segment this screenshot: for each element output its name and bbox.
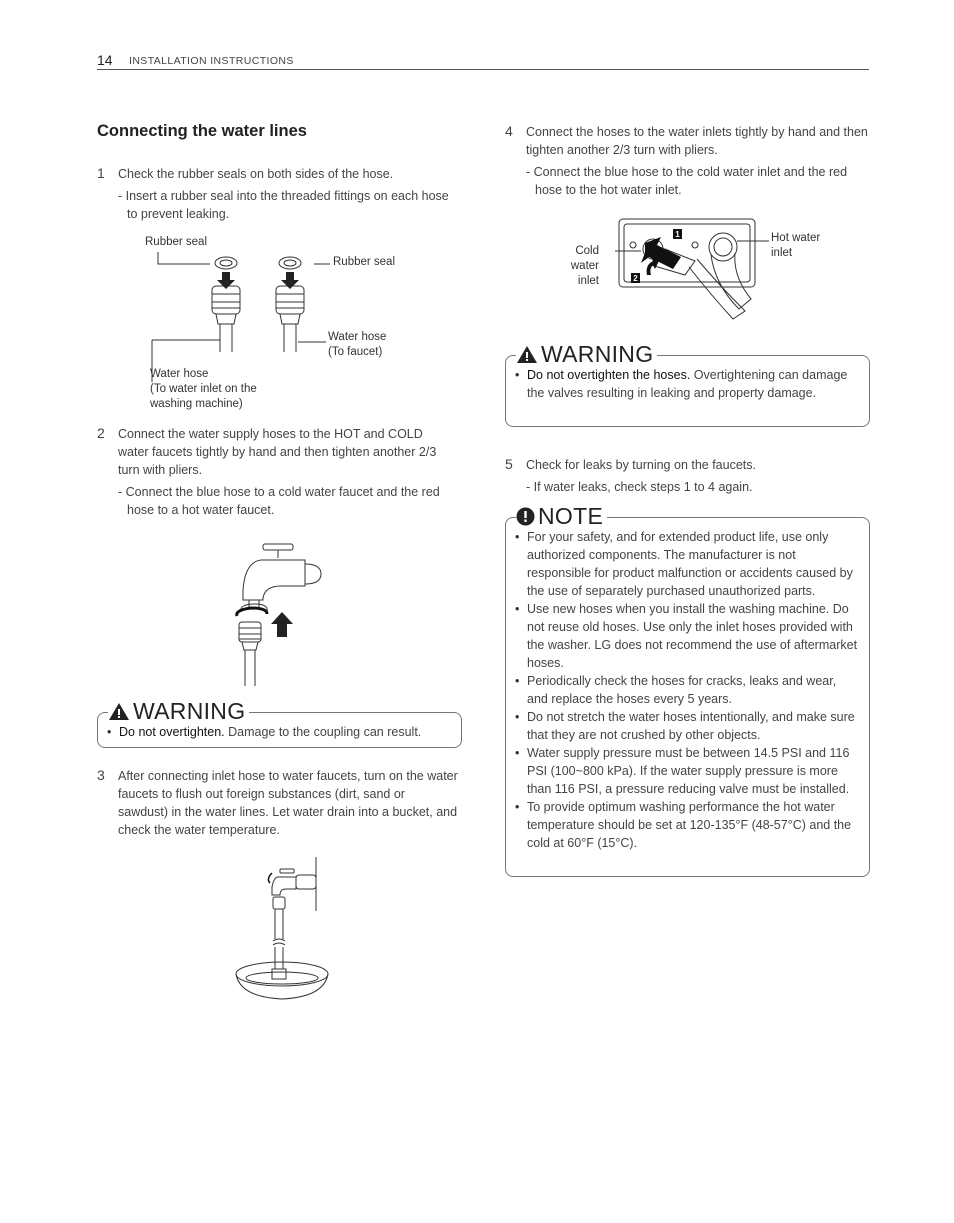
marker-2: 2 <box>633 274 638 283</box>
warning-icon <box>108 702 130 721</box>
page-number: 14 <box>97 52 113 68</box>
step-text: Check the rubber seals on both sides of the hose. <box>118 167 394 181</box>
step-subtext: - Connect the blue hose to a cold water faucet and the red hose to a hot water faucet. <box>118 485 440 517</box>
label-hot-inlet: Hot water inlet <box>771 232 821 259</box>
step-number: 3 <box>97 767 105 783</box>
warning-icon <box>516 345 538 364</box>
warning-box-2 <box>505 340 870 427</box>
marker-1: 1 <box>675 230 680 239</box>
step-number: 5 <box>505 456 513 472</box>
note-caption: NOTE <box>516 503 607 529</box>
step-text: After connecting inlet hose to water faucets, turn on the water faucets to flush out foreign substances (dirt, sand or sawdust) in the water lines. Let water drain into a bucket, and check the water temperature. <box>118 769 458 837</box>
label-hose-machine: Water hose (To water inlet on the washing machine) <box>150 368 257 410</box>
step-number: 2 <box>97 425 105 441</box>
header-title: INSTALLATION INSTRUCTIONS <box>129 55 294 67</box>
note-box <box>505 502 870 877</box>
section-title: Connecting the water lines <box>97 122 307 140</box>
step-text: Check for leaks by turning on the faucets. <box>526 458 756 472</box>
water-inlet-illustration <box>615 215 775 325</box>
note-list <box>515 528 860 852</box>
warning-caption: WARNING <box>516 341 657 367</box>
page-header <box>97 52 869 70</box>
note-item: • Do not stretch the water hoses intentionally, and make sure that they are not crushed by other objects. <box>515 708 860 744</box>
step-number: 1 <box>97 165 105 181</box>
faucet-illustration <box>225 538 335 688</box>
step-text: Connect the hoses to the water inlets tightly by hand and then tighten another 2/3 turn with pliers. <box>526 125 868 157</box>
step-subtext: - Insert a rubber seal into the threaded fittings on each hose to prevent leaking. <box>118 189 449 221</box>
note-item: • Periodically check the hoses for cracks, leaks and wear, and replace the hoses every 5 years. <box>515 672 860 708</box>
warning-item: • Do not overtighten the hoses. Overtightening can damage the valves resulting in leaking and property damage. <box>515 366 860 402</box>
warning-item: • Do not overtighten. Damage to the coupling can result. <box>107 723 452 741</box>
label-rubber-seal-left: Rubber seal <box>145 236 208 248</box>
note-icon <box>516 507 535 526</box>
step-subtext: - If water leaks, check steps 1 to 4 again. <box>526 480 753 494</box>
label-rubber-seal-right: Rubber seal <box>333 256 396 268</box>
step-number: 4 <box>505 123 513 139</box>
note-item: • Water supply pressure must be between 14.5 PSI and 116 PSI (100~800 kPa). If the water supply pressure is more than 116 PSI, a pressure reducing valve must be installed. <box>515 744 860 798</box>
label-hose-faucet: Water hose (To faucet) <box>328 331 387 358</box>
note-item: • For your safety, and for extended product life, use only authorized components. The manufacturer is not responsible for product malfunction or accidents caused by the use of separately purchased unauthorized parts. <box>515 528 860 600</box>
label-cold-inlet: Cold water inlet <box>570 245 599 287</box>
step-subtext: - Connect the blue hose to the cold water inlet and the red hose to the hot water inlet. <box>526 165 848 197</box>
note-item: • To provide optimum washing performance the hot water temperature should be set at 120-135°F (48-57°C) and the cold at 60°F (15°C). <box>515 798 860 852</box>
note-item: • Use new hoses when you install the washing machine. Do not reuse old hoses. Use only the inlet hoses provided with the washer. LG does not recommend the use of aftermarket hoses. <box>515 600 860 672</box>
flush-bucket-illustration <box>232 857 342 1007</box>
warning-caption: WARNING <box>108 698 249 724</box>
warning-box <box>97 697 462 748</box>
step-text: Connect the water supply hoses to the HOT and COLD water faucets tightly by hand and then tighten another 2/3 turn with pliers. <box>118 427 437 477</box>
